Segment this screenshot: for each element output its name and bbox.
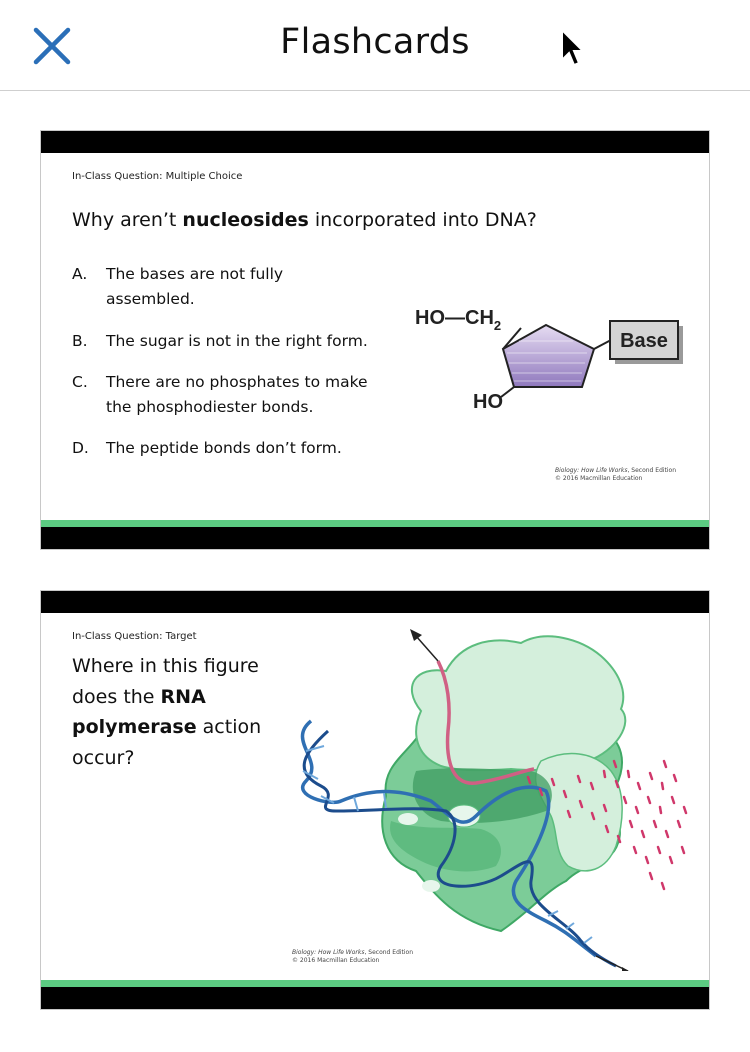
slide-top-band	[41, 591, 709, 613]
bond-base	[594, 340, 611, 349]
credit-edition: , Second Edition	[364, 949, 414, 956]
image-credit	[555, 467, 676, 483]
top-bar	[0, 0, 750, 91]
credit-copyright: © 2016 Macmillan Education	[555, 475, 643, 482]
slide-green-band	[41, 980, 709, 987]
credit-edition: , Second Edition	[627, 467, 677, 474]
question-text	[72, 651, 292, 773]
question-line-2: does the	[72, 685, 161, 708]
option-d	[72, 436, 396, 461]
credit-book: Biology: How Life Works	[555, 467, 628, 474]
question-prefix: Why aren’t	[72, 209, 183, 231]
option-text: The sugar is not in the right form.	[106, 332, 368, 350]
question-bold-term: nucleosides	[182, 209, 309, 231]
option-b	[72, 329, 396, 354]
ho-ch2-label: $HO—CH_2$	[415, 307, 502, 333]
option-text: The bases are not fully assembled.	[106, 265, 284, 308]
nucleoside-diagram	[401, 291, 701, 421]
image-credit	[292, 949, 413, 965]
option-c	[72, 370, 396, 420]
dna-arrowhead	[622, 967, 632, 971]
question-type-label: In-Class Question: Multiple Choice	[72, 171, 243, 182]
option-a	[72, 262, 336, 312]
polymerase-channel	[413, 768, 552, 823]
rna-polymerase-figure	[266, 621, 696, 971]
question-type-label: In-Class Question: Target	[72, 631, 197, 642]
flashcard-target[interactable]	[40, 590, 710, 1010]
option-text: There are no phosphates to make the phosphodiester bonds.	[106, 373, 368, 416]
flashcard-multiple-choice[interactable]	[40, 130, 710, 550]
option-letter: B.	[72, 332, 88, 350]
mouse-pointer-icon	[558, 28, 586, 70]
slide-bottom-band	[41, 527, 709, 549]
slide-green-band	[41, 520, 709, 527]
page-title: Flashcards	[280, 22, 470, 62]
option-letter: C.	[72, 373, 88, 391]
question-line-1: Where in this figure	[72, 655, 259, 677]
question-line-4: occur?	[72, 746, 135, 769]
rna-arrowhead	[410, 629, 422, 641]
question-suffix: incorporated into DNA?	[308, 209, 537, 231]
option-letter: D.	[72, 439, 89, 457]
question-bold-rna: RNA	[160, 685, 206, 708]
question-text	[72, 209, 537, 231]
credit-book: Biology: How Life Works	[292, 949, 365, 956]
base-label: Base	[620, 330, 668, 352]
polymerase-upper-lobe	[412, 636, 625, 770]
question-line-3: action	[196, 716, 262, 738]
option-text: The peptide bonds don’t form.	[106, 439, 342, 457]
slide-bottom-band	[41, 987, 709, 1009]
ho-label: HO	[473, 391, 503, 413]
question-bold-polymerase: polymerase	[72, 716, 197, 738]
slide-top-band	[41, 131, 709, 153]
option-letter: A.	[72, 265, 88, 283]
credit-copyright: © 2016 Macmillan Education	[292, 957, 380, 964]
